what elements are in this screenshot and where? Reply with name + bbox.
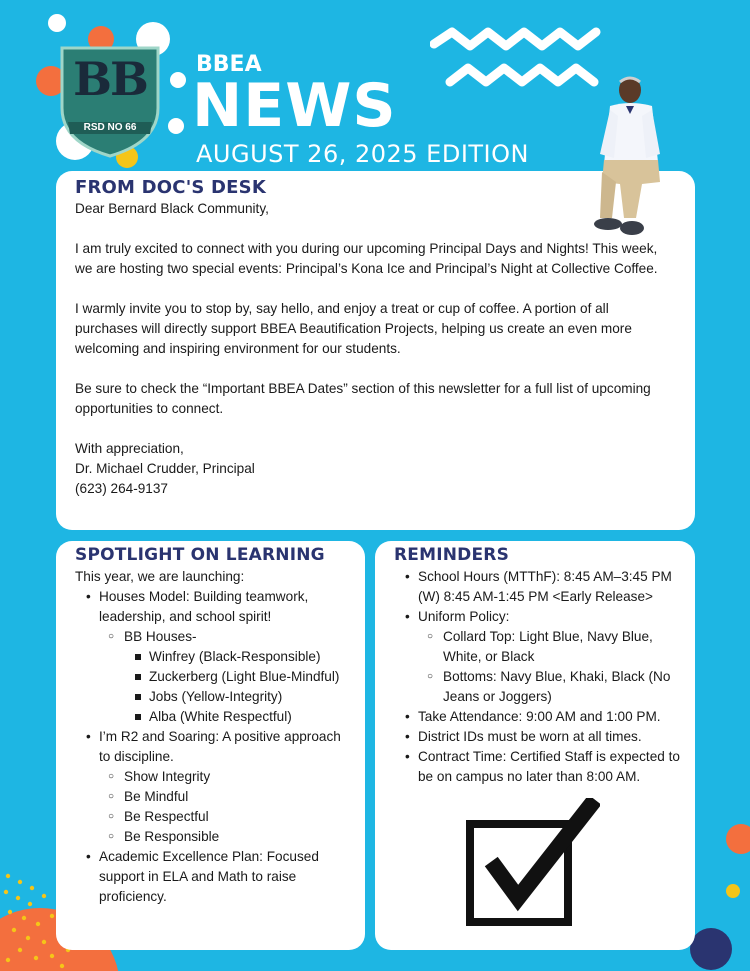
- decor-circle-white: [168, 118, 184, 134]
- decor-circle-orange: [726, 824, 750, 854]
- list-item: [75, 587, 355, 727]
- spotlight-title: SPOTLIGHT ON LEARNING: [75, 545, 325, 565]
- list-item: Winfrey (Black-Responsible): [124, 647, 355, 667]
- docs-desk-closing: With appreciation,: [75, 441, 184, 456]
- r2-soaring-text: I’m R2 and Soaring: A positive approach to discipline.: [99, 729, 341, 764]
- uniform-label: Uniform Policy:: [418, 609, 510, 624]
- list-item: • School Hours (MTThF): 8:45 AM–3:45 PM (W) 8:45 AM-1:45 PM <Early Release>: [394, 567, 683, 607]
- decor-circle-navy: [690, 928, 732, 970]
- docs-desk-paragraph: Be sure to check the “Important BBEA Dates” section of this newsletter for a full list of upcoming opportunities to connect.: [75, 381, 651, 416]
- reminders-list: [394, 567, 683, 787]
- list-item: ○ Show Integrity: [99, 767, 355, 787]
- checkmark-icon: [466, 798, 600, 928]
- docs-desk-phone: (623) 264-9137: [75, 481, 168, 496]
- logo-subtext: RSD NO 66: [83, 122, 137, 133]
- spotlight-card: [56, 541, 365, 950]
- docs-desk-signature: Dr. Michael Crudder, Principal: [75, 461, 255, 476]
- header-kicker: BBEA: [196, 52, 262, 77]
- bb-houses-label: BB Houses-: [124, 629, 197, 644]
- list-item: ○ Be Mindful: [99, 787, 355, 807]
- decor-circle-yellow: [726, 884, 740, 898]
- list-item: ○ Be Responsible: [99, 827, 355, 847]
- header-edition: AUGUST 26, 2025 EDITION: [196, 140, 529, 168]
- header-title: NEWS: [192, 71, 397, 141]
- decor-circle-white: [48, 14, 66, 32]
- principal-photo: [580, 72, 670, 248]
- spotlight-intro: This year, we are launching:: [75, 569, 245, 584]
- decor-circle-white: [170, 72, 186, 88]
- list-item: [99, 627, 355, 727]
- list-item: Zuckerberg (Light Blue-Mindful): [124, 667, 355, 687]
- reminders-title: REMINDERS: [394, 545, 510, 565]
- docs-desk-greeting: Dear Bernard Black Community,: [75, 201, 269, 216]
- list-item: • District IDs must be worn at all times.: [394, 727, 683, 747]
- houses-model-text: Houses Model: Building teamwork, leadership, and school spirit!: [99, 589, 309, 624]
- list-item: Alba (White Respectful): [124, 707, 355, 727]
- list-item: • Take Attendance: 9:00 AM and 1:00 PM.: [394, 707, 683, 727]
- logo-letters: BB: [73, 52, 147, 106]
- school-logo: [58, 42, 162, 158]
- docs-desk-paragraph: I am truly excited to connect with you during our upcoming Principal Days and Nights! This week, we are hosting two special events: Principal’s Kona Ice and Principal’s Night at Collective Coffee.: [75, 241, 658, 276]
- docs-desk-title: FROM DOC'S DESK: [75, 177, 266, 198]
- list-item: ○ Bottoms: Navy Blue, Khaki, Black (No Jeans or Joggers): [418, 667, 683, 707]
- list-item: ○ Be Respectful: [99, 807, 355, 827]
- docs-desk-paragraph: I warmly invite you to stop by, say hello, and enjoy a treat or cup of coffee. A portion of all purchases will directly support BBEA Beautification Projects, helping us create an even more welcoming and inspiring environment for our students.: [75, 301, 632, 356]
- list-item: Jobs (Yellow-Integrity): [124, 687, 355, 707]
- list-item: ○ Collard Top: Light Blue, Navy Blue, White, or Black: [418, 627, 683, 667]
- list-item: [75, 727, 355, 847]
- list-item: • Academic Excellence Plan: Focused support in ELA and Math to raise proficiency.: [75, 847, 355, 907]
- list-item: • Contract Time: Certified Staff is expected to be on campus no later than 8:00 AM.: [394, 747, 683, 787]
- spotlight-list: [75, 587, 355, 907]
- list-item: [394, 607, 683, 707]
